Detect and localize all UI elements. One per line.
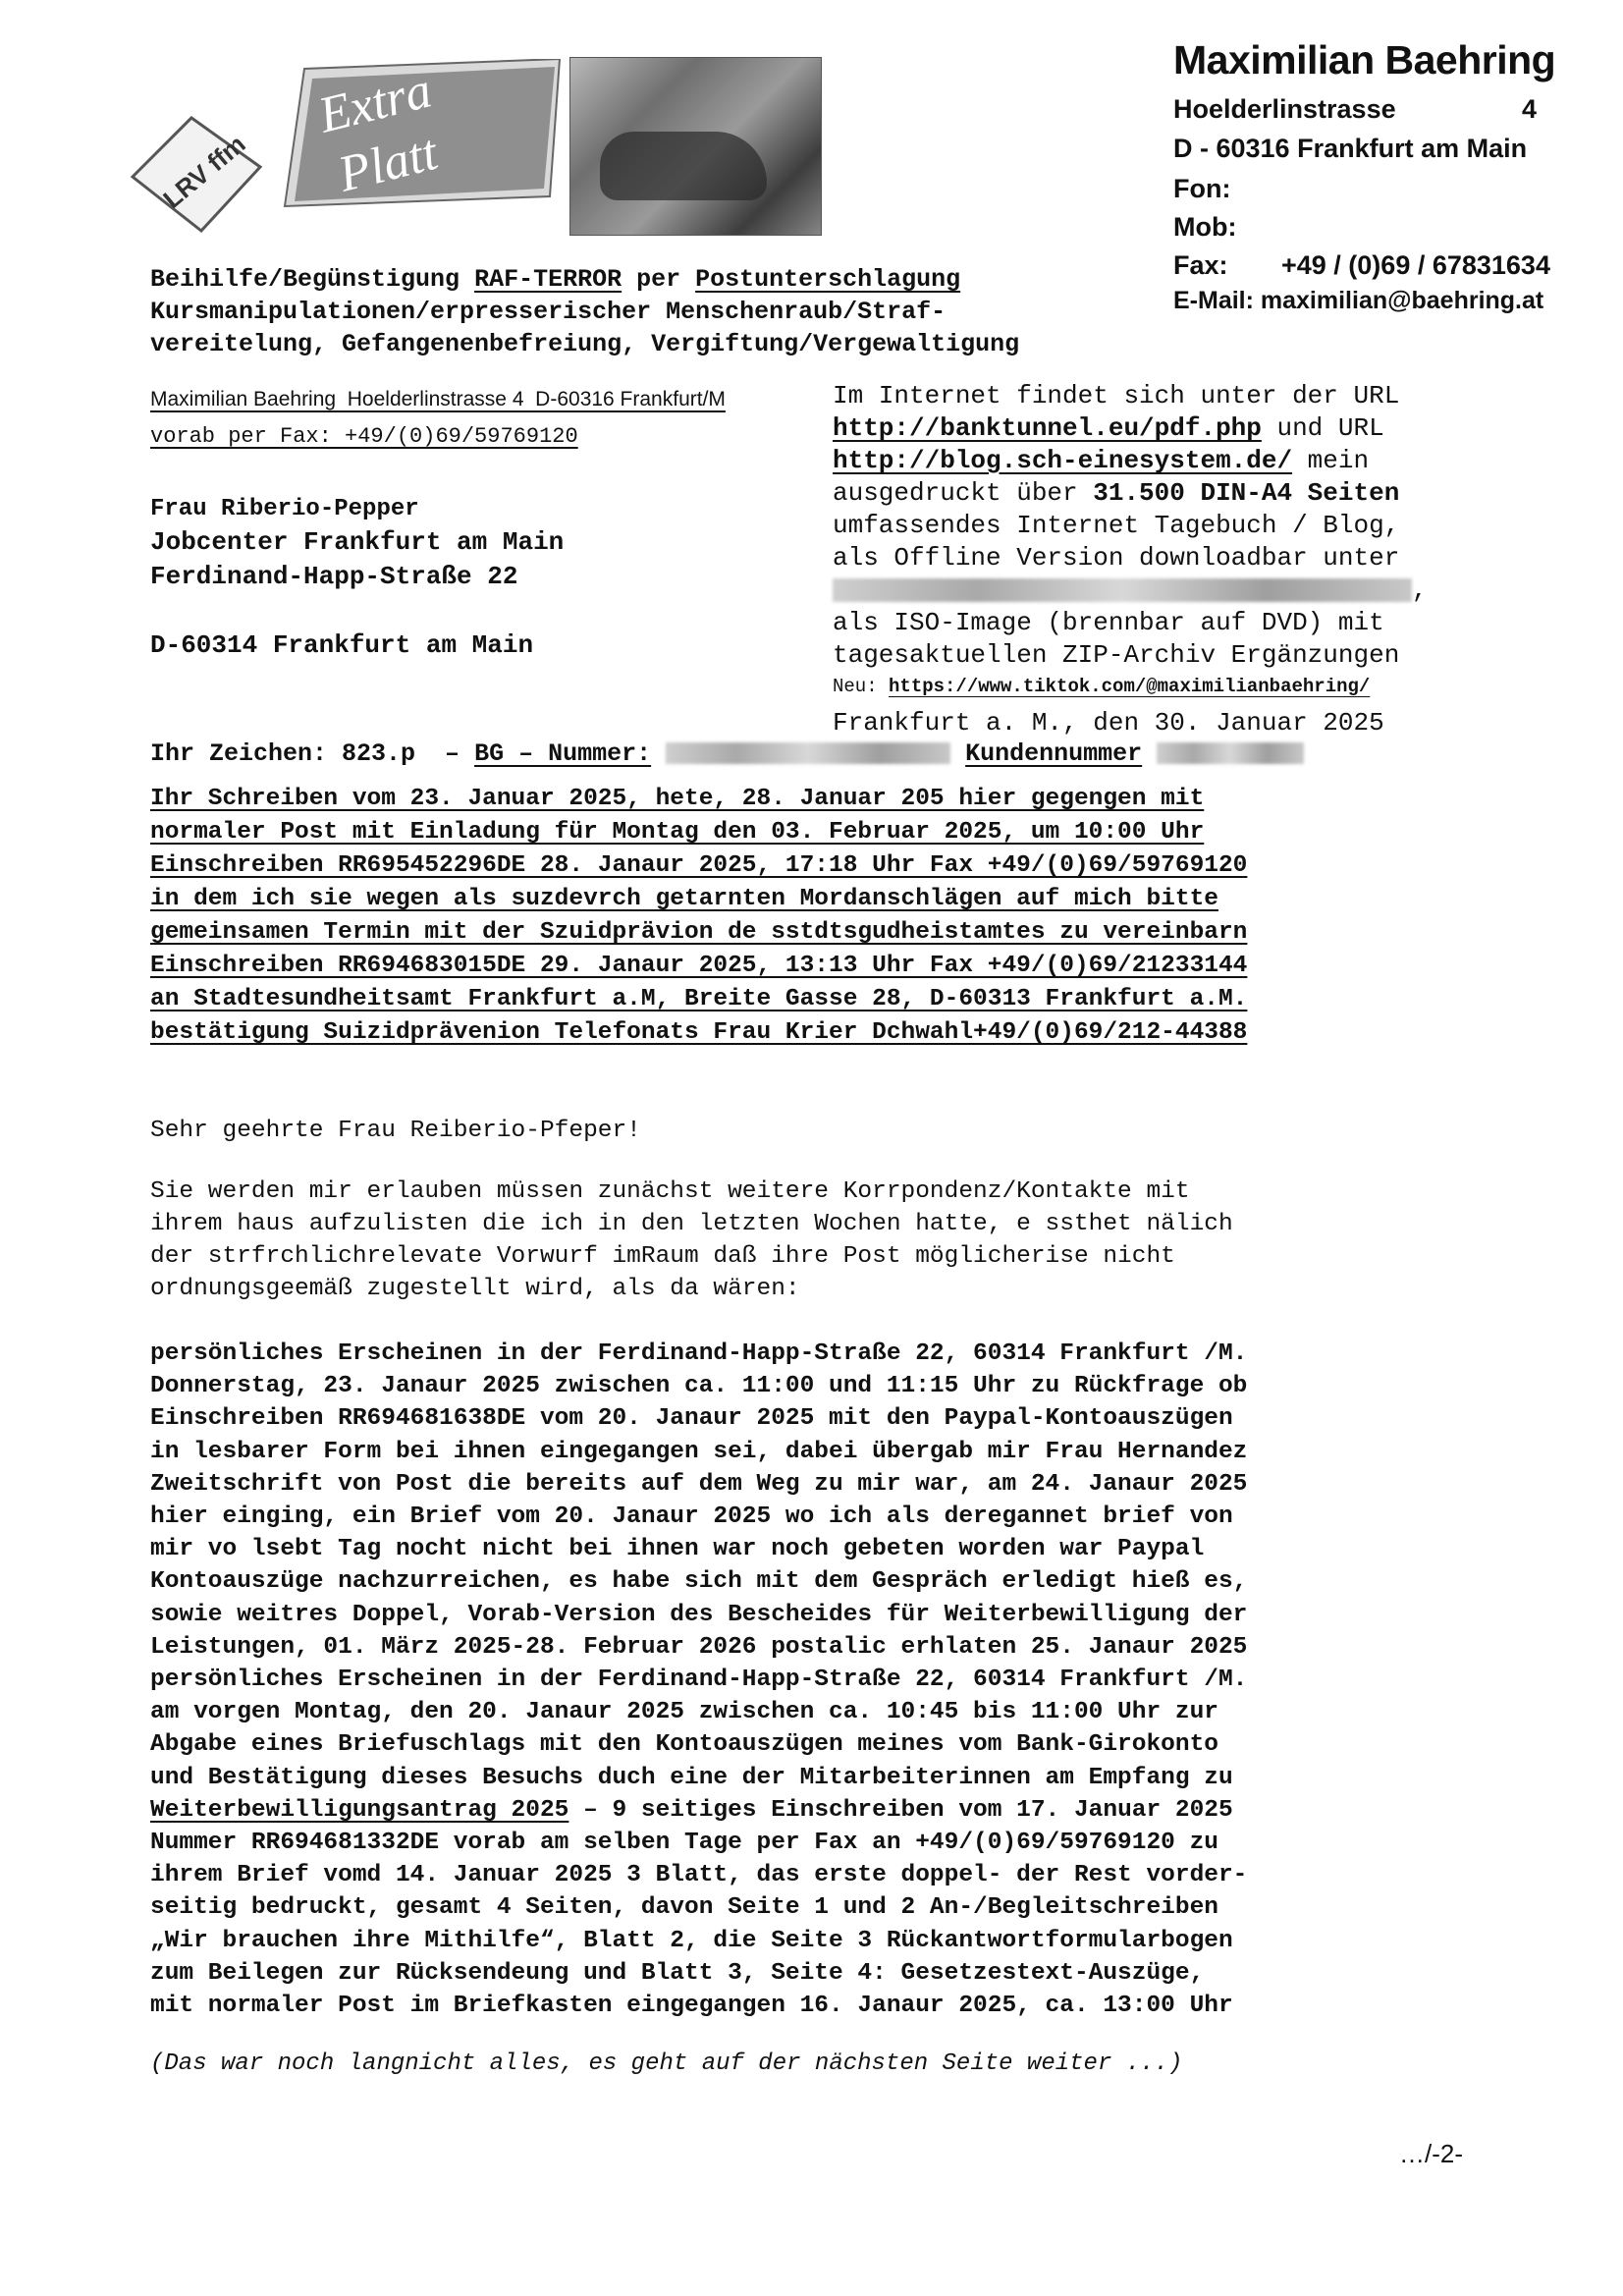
body-line-tail: – 9 seitiges Einschreiben vom 17. Januar 2025 (568, 1796, 1233, 1824)
reference-line-item: bestätigung Suizidprävenion Telefonats Frau Krier Dchwahl+49/(0)69/212-44388 (150, 1019, 1248, 1046)
sender-email: E-Mail: maximilian@baehring.at (1173, 287, 1544, 314)
body-line: Abgabe eines Briefuschlags mit den Kontoauszügen meines vom Bank-Girokonto (150, 1731, 1218, 1759)
intro-line: ordnungsgeemäß zugestellt wird, als da wären: (150, 1276, 800, 1302)
lrv-badge-logo (123, 108, 270, 236)
body-line: und Bestätigung dieses Besuchs duch eine der Mitarbeiterinnen am Empfang zu (150, 1764, 1233, 1791)
info-line-7: , (833, 574, 1428, 607)
body-line: persönliches Erscheinen in der Ferdinand-Happ-Straße 22, 60314 Frankfurt /M. (150, 1667, 1248, 1693)
info-line-5: umfassendes Internet Tagebuch / Blog, (833, 511, 1400, 540)
salutation: Sehr geehrte Frau Reiberio-Pfeper! (150, 1118, 641, 1144)
sender-name: Maximilian Baehring (1173, 37, 1556, 82)
body-line: in lesbarer Form bei ihnen eingegangen sei, dabei übergab mir Frau Hernandez (150, 1438, 1248, 1465)
recipient-org: Jobcenter Frankfurt am Main (150, 527, 565, 557)
reference-line-item: normaler Post mit Einladung für Montag den 03. Februar 2025, um 10:00 Uhr (150, 819, 1205, 846)
fax-label: Fax: (1173, 250, 1228, 280)
recipient-name: Frau Riberio-Pepper (150, 496, 419, 522)
phone-label: Fon: (1173, 174, 1231, 203)
return-address: Maximilian Baehring Hoelderlinstrasse 4 D-60316 Frankfurt/M (150, 388, 726, 410)
body-line: hier einging, ein Brief vom 20. Janaur 2025 wo ich als deregannet brief von (150, 1503, 1233, 1530)
continuation-note: (Das war noch langnicht alles, es geht auf der nächsten Seite weiter ...) (150, 2050, 1183, 2077)
sender-city: D - 60316 Frankfurt am Main (1173, 134, 1528, 163)
reference-line-item: Einschreiben RR695452296DE 28. Janaur 2025, 17:18 Uhr Fax +49/(0)69/59769120 (150, 852, 1248, 879)
info-line-8: als ISO-Image (brennbar auf DVD) mit (833, 608, 1384, 637)
sender-fax-line (1173, 250, 1566, 281)
recipient-street: Ferdinand-Happ-Straße 22 (150, 562, 518, 591)
reference-line-item: an Stadtesundheitsamt Frankfurt a.M, Breite Gasse 28, D-60313 Frankfurt a.M. (150, 986, 1248, 1012)
subject-line-2: Kursmanipulationen/erpresserischer Menschenraub/Straf- (150, 298, 947, 326)
body-line: Nummer RR694681332DE vorab am selben Tage per Fax an +49/(0)69/59769120 zu (150, 1830, 1218, 1856)
intro-line: ihrem haus aufzulisten die ich in den letzten Wochen hatte, e ssthet nälich (150, 1211, 1233, 1237)
info-line-2: http://banktunnel.eu/pdf.php und URL (833, 413, 1384, 443)
info-line-4: ausgedruckt über 31.500 DIN-A4 Seiten (833, 478, 1400, 508)
body-line: mir vo lsebt Tag nocht nicht bei ihnen war noch gebeten worden war Paypal (150, 1536, 1205, 1563)
body-line: Einschreiben RR694681638DE vom 20. Janaur 2025 mit den Paypal-Kontoauszügen (150, 1405, 1233, 1433)
reference-line: Ihr Zeichen: 823.p – BG – Nummer: Kundennummer (150, 739, 1304, 768)
body-line: zum Beilegen zur Rücksendeung und Blatt 3, Seite 4: Gesetzestext-Auszüge, (150, 1959, 1205, 1987)
recipient-city: D-60314 Frankfurt am Main (150, 630, 534, 660)
body-line: am vorgen Montag, den 20. Janaur 2025 zwischen ca. 10:45 bis 11:00 Uhr zur (150, 1699, 1218, 1726)
sender-phone-line (1173, 174, 1566, 204)
body-line: mit normaler Post im Briefkasten eingegangen 16. Janaur 2025, ca. 13:00 Uhr (150, 1993, 1233, 2019)
body-line: persönliches Erscheinen in der Ferdinand-Happ-Straße 22, 60314 Frankfurt /M. (150, 1340, 1248, 1367)
body-line: Leistungen, 01. März 2025-28. Februar 2026 postalic erhlaten 25. Janaur 2025 (150, 1633, 1248, 1661)
logo-badge-text: LRV ffm (157, 129, 251, 214)
sender-mobile-line (1173, 212, 1566, 243)
banktunnel-link[interactable]: http://banktunnel.eu/pdf.php (833, 413, 1262, 443)
subject-line-3: vereitelung, Gefangenenbefreiung, Vergiftung/Vergewaltigung (150, 330, 1020, 358)
reference-line-item: gemeinsamen Termin mit der Szuidprävion de sstdtsgudheistamtes zu vereinbarn (150, 919, 1248, 946)
extra-platt-logo (265, 59, 569, 216)
reference-line-item: Einschreiben RR694683015DE 29. Janaur 2025, 13:13 Uhr Fax +49/(0)69/21233144 (150, 953, 1248, 979)
info-line-1: Im Internet findet sich unter der URL (833, 381, 1400, 410)
sender-street: Hoelderlinstrasse (1173, 94, 1396, 124)
body-line: Kontoauszüge nachzurreichen, es habe sich mit dem Gespräch erledigt hieß es, (150, 1568, 1248, 1596)
fax-pre-notice: vorab per Fax: +49/(0)69/59769120 (150, 424, 578, 449)
body-line: Donnerstag, 23. Janaur 2025 zwischen ca. 11:00 und 11:15 Uhr zu Rückfrage ob (150, 1373, 1248, 1400)
body-line: „Wir brauchen ihre Mithilfe“, Blatt 2, die Seite 3 Rückantwortformularbogen (150, 1927, 1233, 1954)
fax-value: +49 / (0)69 / 67831634 (1281, 250, 1550, 280)
redacted-bg-number (666, 742, 950, 764)
reference-line-item: Ihr Schreiben vom 23. Januar 2025, hete, 28. Januar 205 hier gegengen mit (150, 786, 1205, 812)
intro-line: der strfrchlichrelevate Vorwurf imRaum daß ihre Post möglicherise nicht (150, 1243, 1175, 1270)
body-line: sowie weitres Doppel, Vorab-Version des Bescheides für Weiterbewilligung der (150, 1601, 1248, 1628)
reference-line-item: in dem ich sie wegen als suzdevrch getarnten Mordanschlägen auf mich bitte (150, 886, 1218, 912)
mobile-label: Mob: (1173, 212, 1237, 242)
letter-date: Frankfurt a. M., den 30. Januar 2025 (833, 708, 1384, 738)
sender-house-no: 4 (1521, 94, 1537, 124)
redacted-url (833, 578, 1412, 602)
info-line-9: tagesaktuellen ZIP-Archiv Ergänzungen (833, 640, 1400, 670)
body-line: Zweitschrift von Post die bereits auf dem Weg zu mir war, am 24. Janaur 2025 (150, 1470, 1248, 1498)
page-marker: …/-2- (1399, 2139, 1463, 2168)
blog-link[interactable]: http://blog.sch-einesystem.de/ (833, 446, 1293, 475)
header-photo (569, 57, 822, 236)
intro-line: Sie werden mir erlauben müssen zunächst weitere Korrpondenz/Kontakte mit (150, 1178, 1190, 1205)
body-line: seitig bedruckt, gesamt 4 Seiten, davon Seite 1 und 2 An-/Begleitschreiben (150, 1894, 1218, 1922)
logo-title-line2: Platt (333, 124, 444, 203)
body-line: ihrem Brief vomd 14. Januar 2025 3 Blatt, das erste doppel- der Rest vorder- (150, 1862, 1248, 1889)
logo-title-line1: Extra (313, 62, 438, 144)
tiktok-link[interactable]: https://www.tiktok.com/@maximilianbaehring/ (889, 676, 1371, 697)
body-line (150, 1797, 1233, 1824)
weiterbewilligung-ref: Weiterbewilligungsantrag 2025 (150, 1796, 569, 1824)
redacted-customer-number (1157, 742, 1304, 764)
info-line-6: als Offline Version downloadbar unter (833, 543, 1400, 573)
info-line-3: http://blog.sch-einesystem.de/ mein (833, 446, 1370, 475)
info-line-10: Neu: https://www.tiktok.com/@maximilianbaehring/ (833, 676, 1371, 697)
subject-line-1: Beihilfe/Begünstigung RAF-TERROR per Postunterschlagung (150, 265, 961, 294)
sender-street-line (1173, 94, 1537, 125)
